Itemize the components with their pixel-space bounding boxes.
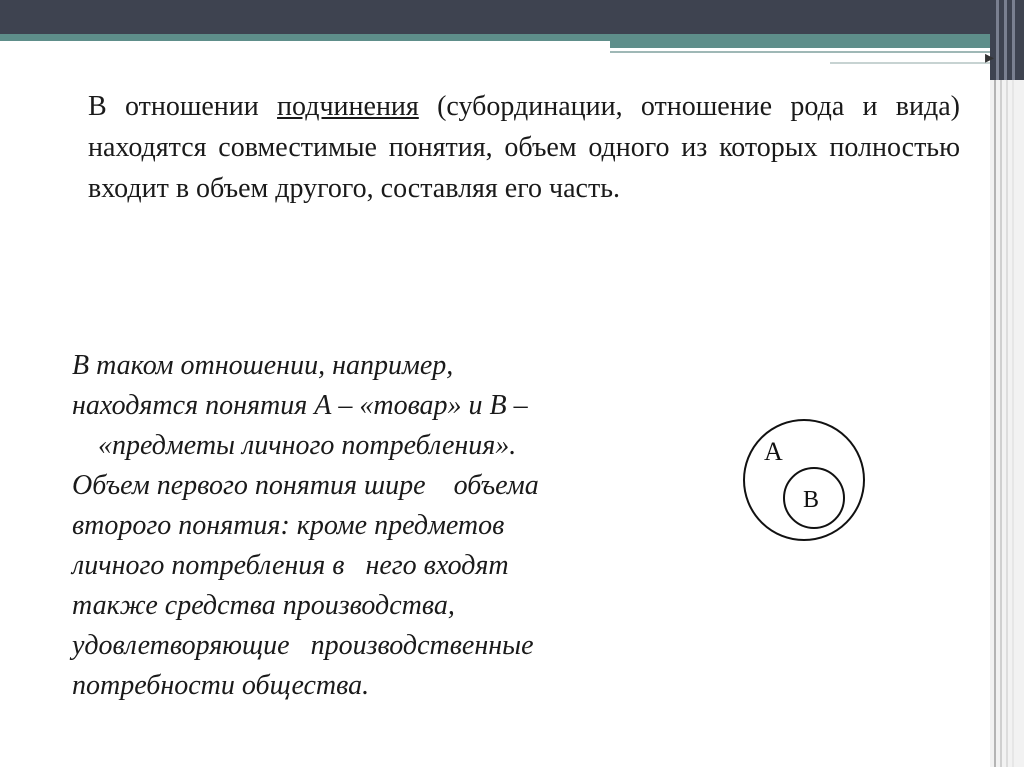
definition-term: подчинения — [277, 91, 419, 122]
example-line: «предметы личного потребления». — [98, 430, 517, 461]
example-paragraph — [72, 346, 672, 706]
definition-text-start: В отношении — [88, 91, 278, 122]
header-thin-line-secondary — [830, 62, 990, 64]
outer-circle-a — [744, 420, 864, 540]
example-line: потребности общества. — [72, 670, 370, 701]
example-line: второго понятия: кроме предметов — [72, 510, 505, 541]
header-teal-bar-secondary — [610, 41, 990, 48]
example-line: находятся понятия А – «товар» и В – — [72, 390, 528, 421]
header-dark-bar — [0, 0, 990, 34]
slide-header-decoration — [0, 0, 1024, 34]
example-line: также средства производства, — [72, 590, 455, 621]
slide-right-edge-decoration — [990, 0, 1024, 767]
header-thin-line — [610, 51, 990, 53]
slide-corner-decoration — [990, 0, 1024, 80]
definition-text-end: (субординации, отношение рода и вида) находятся совместимые понятия, объем одного из которых полностью входит в объем другого, составляя его часть. — [88, 91, 961, 204]
inner-circle-label: В — [803, 487, 820, 513]
slide-corner-arrow-icon: ▸ — [985, 47, 995, 67]
example-line: личного потребления в него входят — [72, 550, 509, 581]
example-line: Объем первого понятия шире объема — [72, 470, 539, 501]
outer-circle-label: А — [764, 437, 783, 466]
euler-diagram — [742, 418, 866, 542]
example-line: В таком отношении, например, — [72, 350, 454, 381]
header-teal-bar — [0, 34, 990, 41]
example-line: удовлетворяющие производственные — [72, 630, 534, 661]
definition-paragraph — [88, 86, 960, 209]
